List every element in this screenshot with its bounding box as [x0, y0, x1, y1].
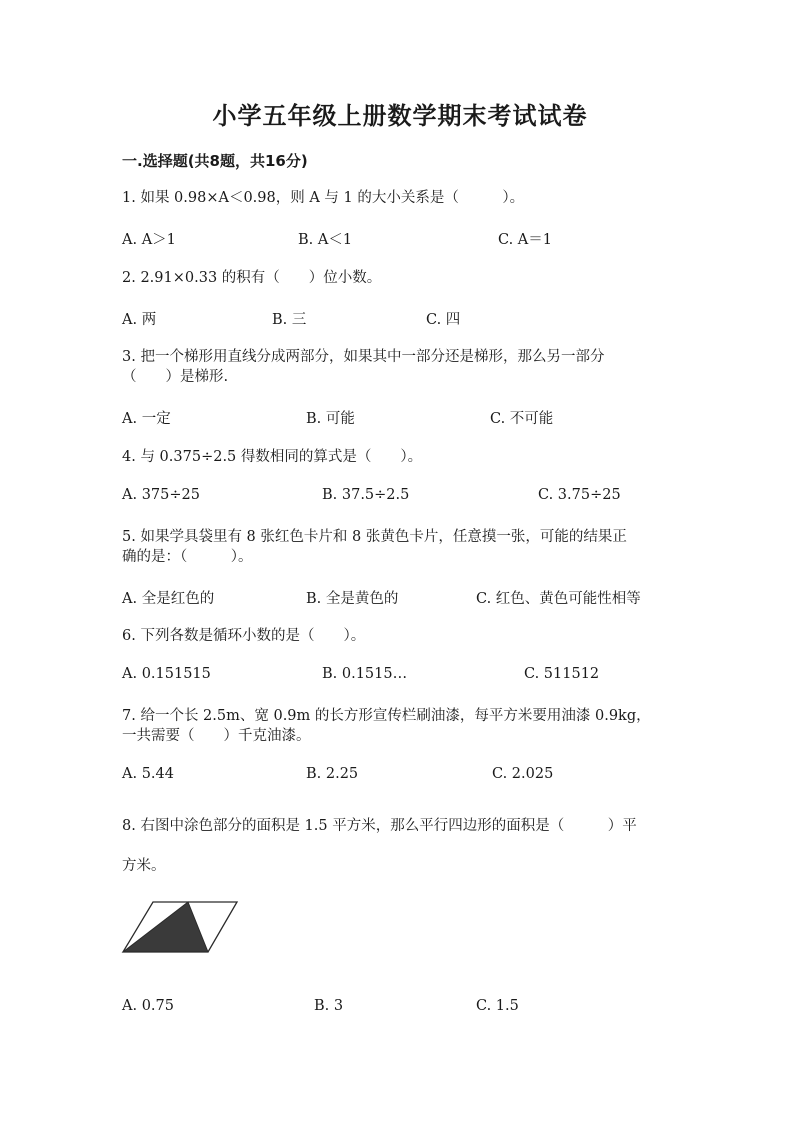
question-5-line-2: 确的是：（ ）。 [122, 549, 253, 565]
question-1: 1. 如果 0.98×A＜0.98，则 A 与 1 的大小关系是（ ）。 [122, 190, 525, 206]
question-8 [122, 806, 637, 886]
option-b[interactable]: B. 0.1515… [322, 666, 408, 682]
option-b[interactable]: B. A＜1 [298, 232, 353, 248]
question-1-options [122, 228, 682, 248]
option-a[interactable]: A. 5.44 [122, 766, 174, 782]
question-6-options [122, 666, 682, 686]
question-5-options [122, 587, 682, 607]
option-c[interactable]: C. 3.75÷25 [538, 487, 621, 503]
option-c[interactable]: C. 不可能 [490, 411, 554, 427]
shaded-triangle [123, 902, 208, 952]
option-a[interactable]: A. 375÷25 [122, 487, 200, 503]
option-c[interactable]: C. A＝1 [498, 232, 552, 248]
option-a[interactable]: A. A＞1 [122, 232, 176, 248]
section-heading: 一.选择题(共8题，共16分) [122, 152, 308, 170]
question-4: 4. 与 0.375÷2.5 得数相同的算式是（ ）。 [122, 449, 423, 465]
question-6: 6. 下列各数是循环小数的是（ ）。 [122, 628, 366, 644]
question-3 [122, 347, 604, 387]
question-7-options [122, 766, 682, 786]
option-a[interactable]: A. 0.151515 [122, 666, 211, 682]
question-5-line-1: 5. 如果学具袋里有 8 张红色卡片和 8 张黄色卡片，任意摸一张，可能的结果正 [122, 529, 627, 545]
option-b[interactable]: B. 3 [314, 998, 344, 1014]
question-3-line-2: （ ）是梯形. [122, 369, 229, 385]
parallelogram-figure [120, 898, 240, 956]
option-c[interactable]: C. 红色、黄色可能性相等 [476, 591, 641, 607]
question-5 [122, 527, 627, 567]
question-4-options [122, 487, 682, 507]
question-7 [122, 706, 651, 746]
option-c[interactable]: C. 四 [426, 312, 461, 328]
question-8-options [122, 998, 682, 1018]
option-b[interactable]: B. 全是黄色的 [306, 591, 399, 607]
option-b[interactable]: B. 三 [272, 312, 307, 328]
option-b[interactable]: B. 2.25 [306, 766, 359, 782]
question-8-line-2: 方米。 [122, 858, 166, 874]
option-b[interactable]: B. 可能 [306, 411, 355, 427]
question-7-line-1: 7. 给一个长 2.5m、宽 0.9m 的长方形宣传栏刷油漆，每平方米要用油漆 0.9kg， [122, 708, 651, 724]
question-7-line-2: 一共需要（ ）千克油漆。 [122, 728, 311, 744]
question-2-options [122, 308, 682, 328]
page-title: 小学五年级上册数学期末考试试卷 [212, 102, 588, 130]
option-a[interactable]: A. 0.75 [122, 998, 174, 1014]
option-a[interactable]: A. 全是红色的 [122, 591, 215, 607]
option-b[interactable]: B. 37.5÷2.5 [322, 487, 410, 503]
option-a[interactable]: A. 一定 [122, 411, 171, 427]
question-3-options [122, 407, 682, 427]
option-c[interactable]: C. 2.025 [492, 766, 554, 782]
option-c[interactable]: C. 511512 [524, 666, 600, 682]
option-c[interactable]: C. 1.5 [476, 998, 519, 1014]
question-8-line-1: 8. 右图中涂色部分的面积是 1.5 平方米，那么平行四边形的面积是（ ）平 [122, 818, 637, 834]
option-a[interactable]: A. 两 [122, 312, 157, 328]
question-3-line-1: 3. 把一个梯形用直线分成两部分，如果其中一部分还是梯形，那么另一部分 [122, 349, 605, 365]
question-2: 2. 2.91×0.33 的积有（ ）位小数。 [122, 270, 382, 286]
